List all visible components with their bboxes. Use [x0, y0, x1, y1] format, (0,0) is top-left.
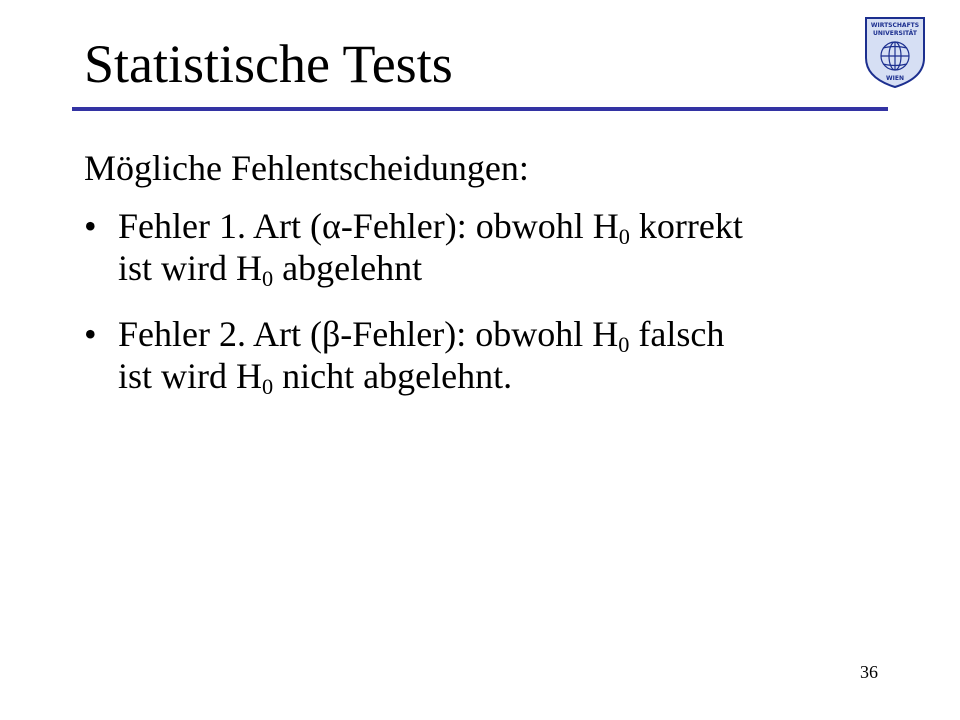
- logo-text-bottom: WIEN: [886, 75, 904, 82]
- subscript: 0: [262, 374, 274, 400]
- bullet-line: [118, 313, 743, 358]
- bullet-text: ist wird H: [118, 356, 262, 396]
- slide-title: Statistische Tests: [84, 34, 453, 94]
- bullet-item-type1-error: [84, 205, 743, 292]
- bullet-line: [118, 247, 743, 292]
- bullet-text: korrekt: [629, 206, 743, 246]
- page-number: 36: [860, 662, 878, 682]
- subscript: 0: [262, 266, 274, 292]
- title-underline: [72, 107, 888, 111]
- bullet-item-type2-error: [84, 313, 743, 400]
- logo-text-mid: UNIVERSITÄT: [873, 30, 917, 37]
- bullet-list: [84, 205, 743, 400]
- university-logo-icon: [862, 14, 928, 90]
- bullet-text: ist wird H: [118, 248, 262, 288]
- bullet-text: abgelehnt: [273, 248, 423, 288]
- bullet-text: falsch: [629, 314, 725, 354]
- bullet-line: [118, 355, 743, 400]
- bullet-line: [118, 205, 743, 250]
- bullet-text: Fehler 2. Art (β-Fehler): obwohl H: [118, 314, 619, 354]
- subscript: 0: [618, 332, 630, 358]
- intro-text: Mögliche Fehlentscheidungen:: [84, 148, 529, 188]
- logo-text-top: WIRTSCHAFTS: [870, 22, 920, 29]
- bullet-marker: •: [84, 206, 97, 246]
- bullet-marker: •: [84, 314, 97, 354]
- bullet-text: Fehler 1. Art (α-Fehler): obwohl H: [118, 206, 619, 246]
- subscript: 0: [618, 224, 630, 250]
- bullet-text: nicht abgelehnt.: [273, 356, 513, 396]
